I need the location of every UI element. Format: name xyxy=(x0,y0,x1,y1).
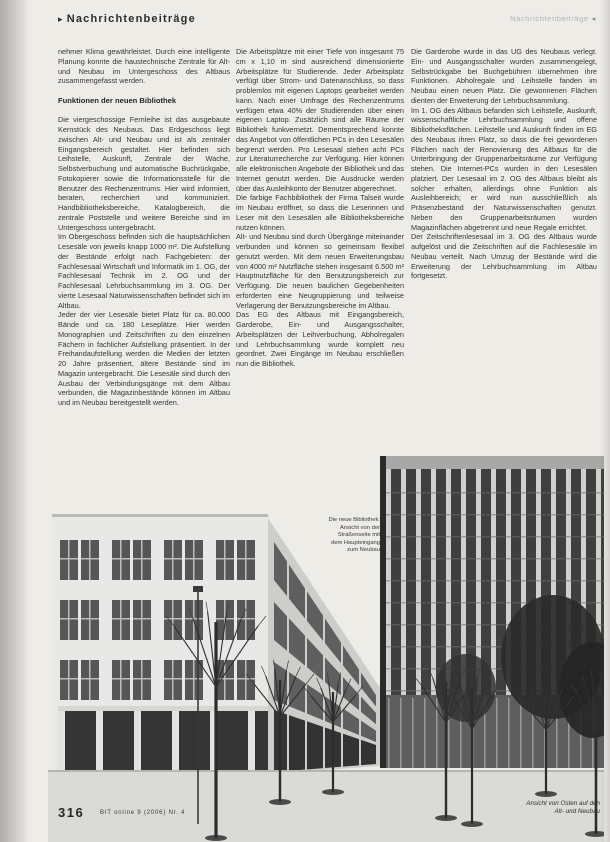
body-paragraph: Die Garderobe wurde in das UG des Neubaus verlegt. Ein- und Ausgangsschalter wurden zusammengelegt, Selbstrückgabe bei Buchgebühren übernehmen ihre Funktionen. Abholregale und Leihstelle fanden im Neubau einen neuen Platz. Die gewonnenen Flächen dienten der Erweiterung der Lehrbuchsammlung. xyxy=(411,47,597,105)
triangle-marker-icon: ▸ xyxy=(58,14,64,24)
window-transom xyxy=(164,678,182,680)
window-transom xyxy=(133,678,151,680)
window-transom xyxy=(237,558,255,560)
page-number: 316 xyxy=(58,805,85,820)
library-roof-edge xyxy=(52,514,268,517)
tower-floor-line xyxy=(380,514,604,516)
body-paragraph: Die farbige Fachbibliothek der Firma Talseit wurde im Neubau eröffnet, so dass die Leserinnen und Leser mit den Lesesälen alle Bibliotheksbereiche nutzen können. xyxy=(236,193,404,232)
window-mullion xyxy=(141,600,143,640)
tower-fin xyxy=(416,469,421,695)
window-mullion xyxy=(141,660,143,700)
street-lamp-head xyxy=(193,586,203,592)
tower-mullion xyxy=(496,698,498,768)
running-header-right xyxy=(510,14,596,23)
window-transom xyxy=(112,558,130,560)
tower-edge xyxy=(380,456,386,768)
tower-fin xyxy=(431,469,436,695)
window-mullion xyxy=(68,600,70,640)
window-transom xyxy=(112,678,130,680)
window-transom xyxy=(185,678,203,680)
column xyxy=(172,710,179,774)
column xyxy=(134,710,141,774)
window-transom xyxy=(81,558,99,560)
caption-line: zum Neubau xyxy=(347,547,380,554)
caption-line: Alt- und Neubau xyxy=(554,808,600,815)
body-paragraph: Die viergeschossige Fernleihe ist das ausgebaute Kernstück des Neubaus. Das Erdgeschoss liegt zwischen Alt- und Neubau und ist als zentraler Eingangsbereich gestaltet. Hier befinden sich Leihstelle, Auskunft, Zentrale der Wache, Selbstverbuchung und automatische Buchrückgabe, Fotokopierer sowie die Informationsstelle für die Benutzer des Rechenzentrums. Hier wird informiert, beraten, recherchiert und kommuniziert. Handbibliotheksbereiche, Katalogbereich, die zentrale Poststelle und weitere Bereiche sind im Untergeschoss untergebracht. xyxy=(58,115,230,232)
canopy xyxy=(58,706,268,711)
tower-fin xyxy=(491,469,496,695)
caption-line: Ansicht von Osten auf den xyxy=(526,800,600,807)
window-mullion xyxy=(172,600,174,640)
window-mullion xyxy=(68,660,70,700)
caption-line: Straßenseite mit xyxy=(337,532,380,539)
tower-floor-line xyxy=(380,536,604,538)
text-column-1 xyxy=(58,47,230,491)
window-transom xyxy=(112,618,130,620)
window-mullion xyxy=(89,540,91,580)
building-photo xyxy=(48,452,604,842)
column xyxy=(58,710,65,774)
window-transom xyxy=(81,678,99,680)
window-transom xyxy=(60,618,78,620)
window-mullion xyxy=(120,660,122,700)
window-transom xyxy=(237,618,255,620)
caption-line: dem Haupteingang xyxy=(331,539,380,546)
window-mullion xyxy=(172,540,174,580)
body-paragraph: nehmer Klima gewährleistet. Durch eine intelligente Planung konnte die haustechnische Zentrale für Alt- und Neubau im Untergeschoss des Altbaus zusammengefasst werden. xyxy=(58,47,230,86)
body-paragraph: Jeder der vier Lesesäle bietet Platz für ca. 80.000 Bände und ca. 180 Leseplätze. Hier werden Monographien und Zeitschriften zu den einzelnen Fächern in fachlicher Aufstellung präsentiert. In der Freihandaufstellung werden die Medien der letzten 20 Jahre präsentiert, ältere Bestände sind im Magazin untergebracht. Die Lesesäle sind durch den Ausbau der Verbindungsgänge mit dem Altbau verbunden, die Magazinbestände können im Altbau und im Neubau bereitgestellt werden. xyxy=(58,310,230,407)
photo-caption-top xyxy=(284,517,380,555)
window-mullion xyxy=(68,540,70,580)
tower-mullion xyxy=(520,698,522,768)
tower-mullion xyxy=(412,698,414,768)
window-mullion xyxy=(193,660,195,700)
triangle-marker-left-icon: ◂ xyxy=(591,14,596,23)
body-paragraph: Im Obergeschoss befinden sich die hauptsächlichen Lesesäle von jeweils knapp 1000 m². Die Aufstellung der Bestände erfolgt nach Fachgebieten: der Fachlesesaal Wirtschaft und Informatik im 1. OG, der Fachlesesaal Technik im 2. OG und der Fachlesesaal Lehrbuchsammlung im 3. OG. Der vierte Lesesaal Naturwissenschaften befindet sich im Altbau. xyxy=(58,232,230,310)
body-paragraph: Der Zeitschriftenlesesaal im 3. OG des Altbaus wurde aufgelöst und die Zeitschriften auf die Fachlesesäle im Neubau verteilt. Nach Umzug der Bestände wird die Erweiterung der Lehrbuchsammlung im Altbau fortgesetzt. xyxy=(411,232,597,281)
tower-fin xyxy=(401,469,406,695)
window-transom xyxy=(133,558,151,560)
section-title: Nachrichtenbeiträge xyxy=(66,13,196,25)
tower-fin xyxy=(386,469,391,695)
tower-mullion xyxy=(400,698,402,768)
tower-mullion xyxy=(388,698,390,768)
window-mullion xyxy=(224,540,226,580)
caption-line: Die neue Bibliothek: xyxy=(328,517,380,523)
library-ground-floor xyxy=(58,710,268,774)
body-paragraph: Die Arbeitsplätze mit einer Tiefe von insgesamt 75 cm x 1,10 m sind ausreichend dimensionierte Arbeitsplätze für Studierende. Jeder Arbeitsplatz verfügt über Strom- und Datenanschluss, so dass problemlos mit eigenen Laptops gearbeitet werden kann. Nach einer Umfrage des Rechenzentrums verfügen etwa 40% der Studierenden über einen eigenen Laptop. Zusätzlich sind alle Räume der Bibliothek funkvernetzt. Dementsprechend konnte das Angebot von öffentlichen PCs in den Lesesälen begrenzt werden. Pro Lesesaal stehen acht PCs zur Literaturrecherche zur Verfügung. Hier können alle elektronischen Angebote der Bibliothek und das Internet genutzt werden. Die Ausdrucke werden über das Ausleihkonto der Benutzer abgerechnet. xyxy=(236,47,404,193)
tower-mullion xyxy=(424,698,426,768)
window-transom xyxy=(185,558,203,560)
window-mullion xyxy=(89,600,91,640)
window-transom xyxy=(60,678,78,680)
window-mullion xyxy=(193,540,195,580)
running-header-title: Nachrichtenbeiträge xyxy=(510,14,589,23)
window-mullion xyxy=(245,600,247,640)
window-mullion xyxy=(89,660,91,700)
window-transom xyxy=(60,558,78,560)
photo-caption-bottom xyxy=(470,800,600,816)
window-transom xyxy=(81,618,99,620)
window-transom xyxy=(185,618,203,620)
window-transom xyxy=(216,558,234,560)
text-column-2 xyxy=(236,47,404,457)
column xyxy=(248,710,255,774)
body-paragraph: Im 1. OG des Altbaus befanden sich Leihstelle, Auskunft, wissenschaftliche Lehrbuchsammlung und offene Bibliotheksflächen. Leihstelle und Auskunft finden im EG des Neubaus ihren Platz, so dass die frei gewordenen Flächen nach der Renovierung des Altbaus für die Unterbringung der Gruppenarbeitsräume zur Verfügung stehen. Die Internet-PCs wurden in den Lesesälen platziert. Der Lesesaal im 2. OG des Altbaus bleibt als solcher erhalten, allerdings ohne Funktion als Ausleihbereich; er wird nun ausschließlich als Präsenzbestand der Naturwissenschaften genutzt. Neben den Gruppenarbeitsräumen wurden Magazinflächen abgetrennt und neue Regale errichtet. xyxy=(411,105,597,232)
tower-mullion xyxy=(508,698,510,768)
tower-floor-line xyxy=(380,492,604,494)
window-transom xyxy=(237,678,255,680)
tower-floor-line xyxy=(380,558,604,560)
text-column-3 xyxy=(411,47,597,444)
tower-floor-line xyxy=(380,580,604,582)
column xyxy=(96,710,103,774)
window-mullion xyxy=(245,660,247,700)
body-paragraph: Das EG des Altbaus mit Eingangsbereich, Garderobe, Ein- und Ausgangsschalter, Arbeitsplätzen der Leihverbuchung, Abholregalen und Lehrbuchsammlung wurde komplett neu geordnet. Zwei Eingänge im Neubau erschließen nun die Bibliothek. xyxy=(236,310,404,368)
window-transom xyxy=(164,558,182,560)
window-mullion xyxy=(245,540,247,580)
tower-roof-band xyxy=(380,456,604,469)
window-transom xyxy=(133,618,151,620)
window-mullion xyxy=(120,600,122,640)
window-mullion xyxy=(141,540,143,580)
curb-line xyxy=(48,770,604,772)
body-paragraph: Alt- und Neubau sind durch Übergänge miteinander verbunden und können so gemeinsam flexibel genutzt werden. Mit dem neuen Erweiterungsbau von 4000 m² Nutzfläche stehen insgesamt 6.500 m² Hauptnutzfläche für den Benutzungsbereich zur Verfügung. Die neuen baulichen Gegebenheiten erforderten eine Neugruppierung und teilweise Verlagerung der Benutzungsbereiche im Altbau. xyxy=(236,232,404,310)
binding-shadow xyxy=(0,0,30,842)
window-mullion xyxy=(120,540,122,580)
section-heading: Funktionen der neuen Bibliothek xyxy=(58,95,177,105)
window-mullion xyxy=(172,660,174,700)
section-header xyxy=(58,13,196,25)
window-transom xyxy=(164,618,182,620)
journal-reference: BIT online 9 (2006) Nr. 4 xyxy=(100,810,186,816)
caption-line: Ansicht von der xyxy=(340,524,380,531)
